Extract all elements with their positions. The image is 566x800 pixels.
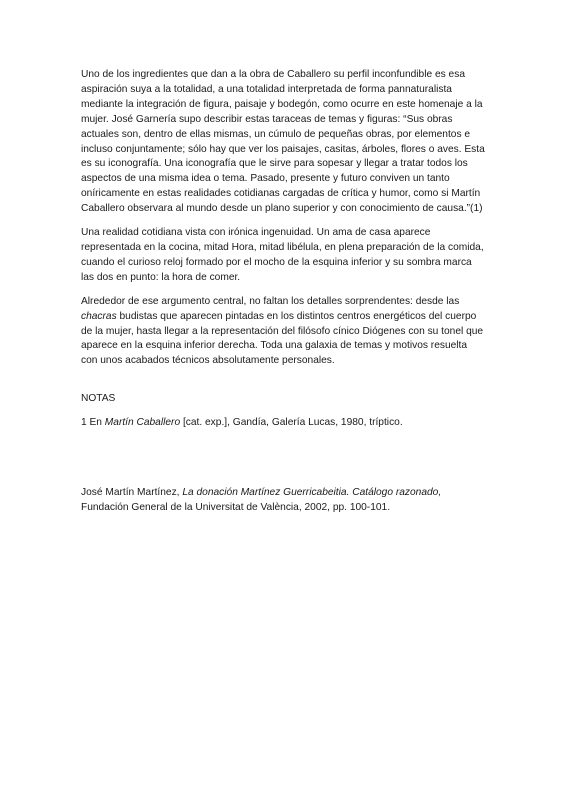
note-1-suffix: [cat. exp.], Gandía, Galería Lucas, 1980, tríptico. — [180, 417, 403, 429]
source-citation — [81, 486, 486, 516]
notes-heading: NOTAS — [81, 393, 116, 405]
note-1 — [81, 416, 486, 431]
paragraph-3-text-end: budistas que aparecen pintadas en los distintos centros energéticos del cuerpo de la mujer, hasta llegar a la representación del filósofo cínico Diógenes con su tonel que aparece en la esquina inferior derecha. Toda una galaxia de temas y motivos resuelta con unos acabados técnicos absolutamente personales. — [81, 310, 484, 367]
source-prefix: José Martín Martínez, — [81, 487, 183, 499]
note-1-prefix: 1 En — [81, 417, 105, 429]
source-italic-title: La donación Martínez Guerricabeitia. Catálogo razonado, — [182, 487, 442, 499]
paragraph-3 — [81, 295, 486, 370]
note-1-italic-title: Martín Caballero — [104, 417, 181, 429]
paragraph-1: Uno de los ingredientes que dan a la obra de Caballero su perfil inconfundible es esa aspiración suya a la totalidad, a una totalidad interpretada de forma pannaturalista mediante la integración de figura, paisaje y bodegón, como ocurre en este homenaje a la mujer. José Garnería supo describir estas taraceas de temas y figuras: “Sus obras actuales son, dentro de ellas mismas, un cúmulo de pequeñas obras, por elementos e incluso conjuntamente; sólo hay que ver los paisajes, casitas, árboles, flores o aves. Esta es su iconografía. Una iconografía que le sirve para sopesar y llegar a tratar todos los aspectos de una misma idea o tema. Pasado, presente y futuro conviven un tanto oníricamente en estas realidades cotidianas cargadas de crítica y humor, como si Martín Caballero observara al mundo desde un plano superior y con conocimiento de causa.”(1) — [81, 69, 485, 215]
paragraph-3-text-start: Alrededor de ese argumento central, no faltan los detalles sorprendentes: desde las — [81, 295, 460, 307]
source-suffix: Fundación General de la Universitat de València, 2002, pp. 100-101. — [81, 501, 391, 513]
paragraph-2: Una realidad cotidiana vista con irónica ingenuidad. Un ama de casa aparece representada en la cocina, mitad Hora, mitad libélula, en plena preparación de la comida, cuando el curioso reloj formado por el mocho de la esquina inferior y su sombra marca las dos en punto: la hora de comer. — [81, 227, 484, 283]
paragraph-3-italic-term: chacras — [81, 310, 117, 322]
